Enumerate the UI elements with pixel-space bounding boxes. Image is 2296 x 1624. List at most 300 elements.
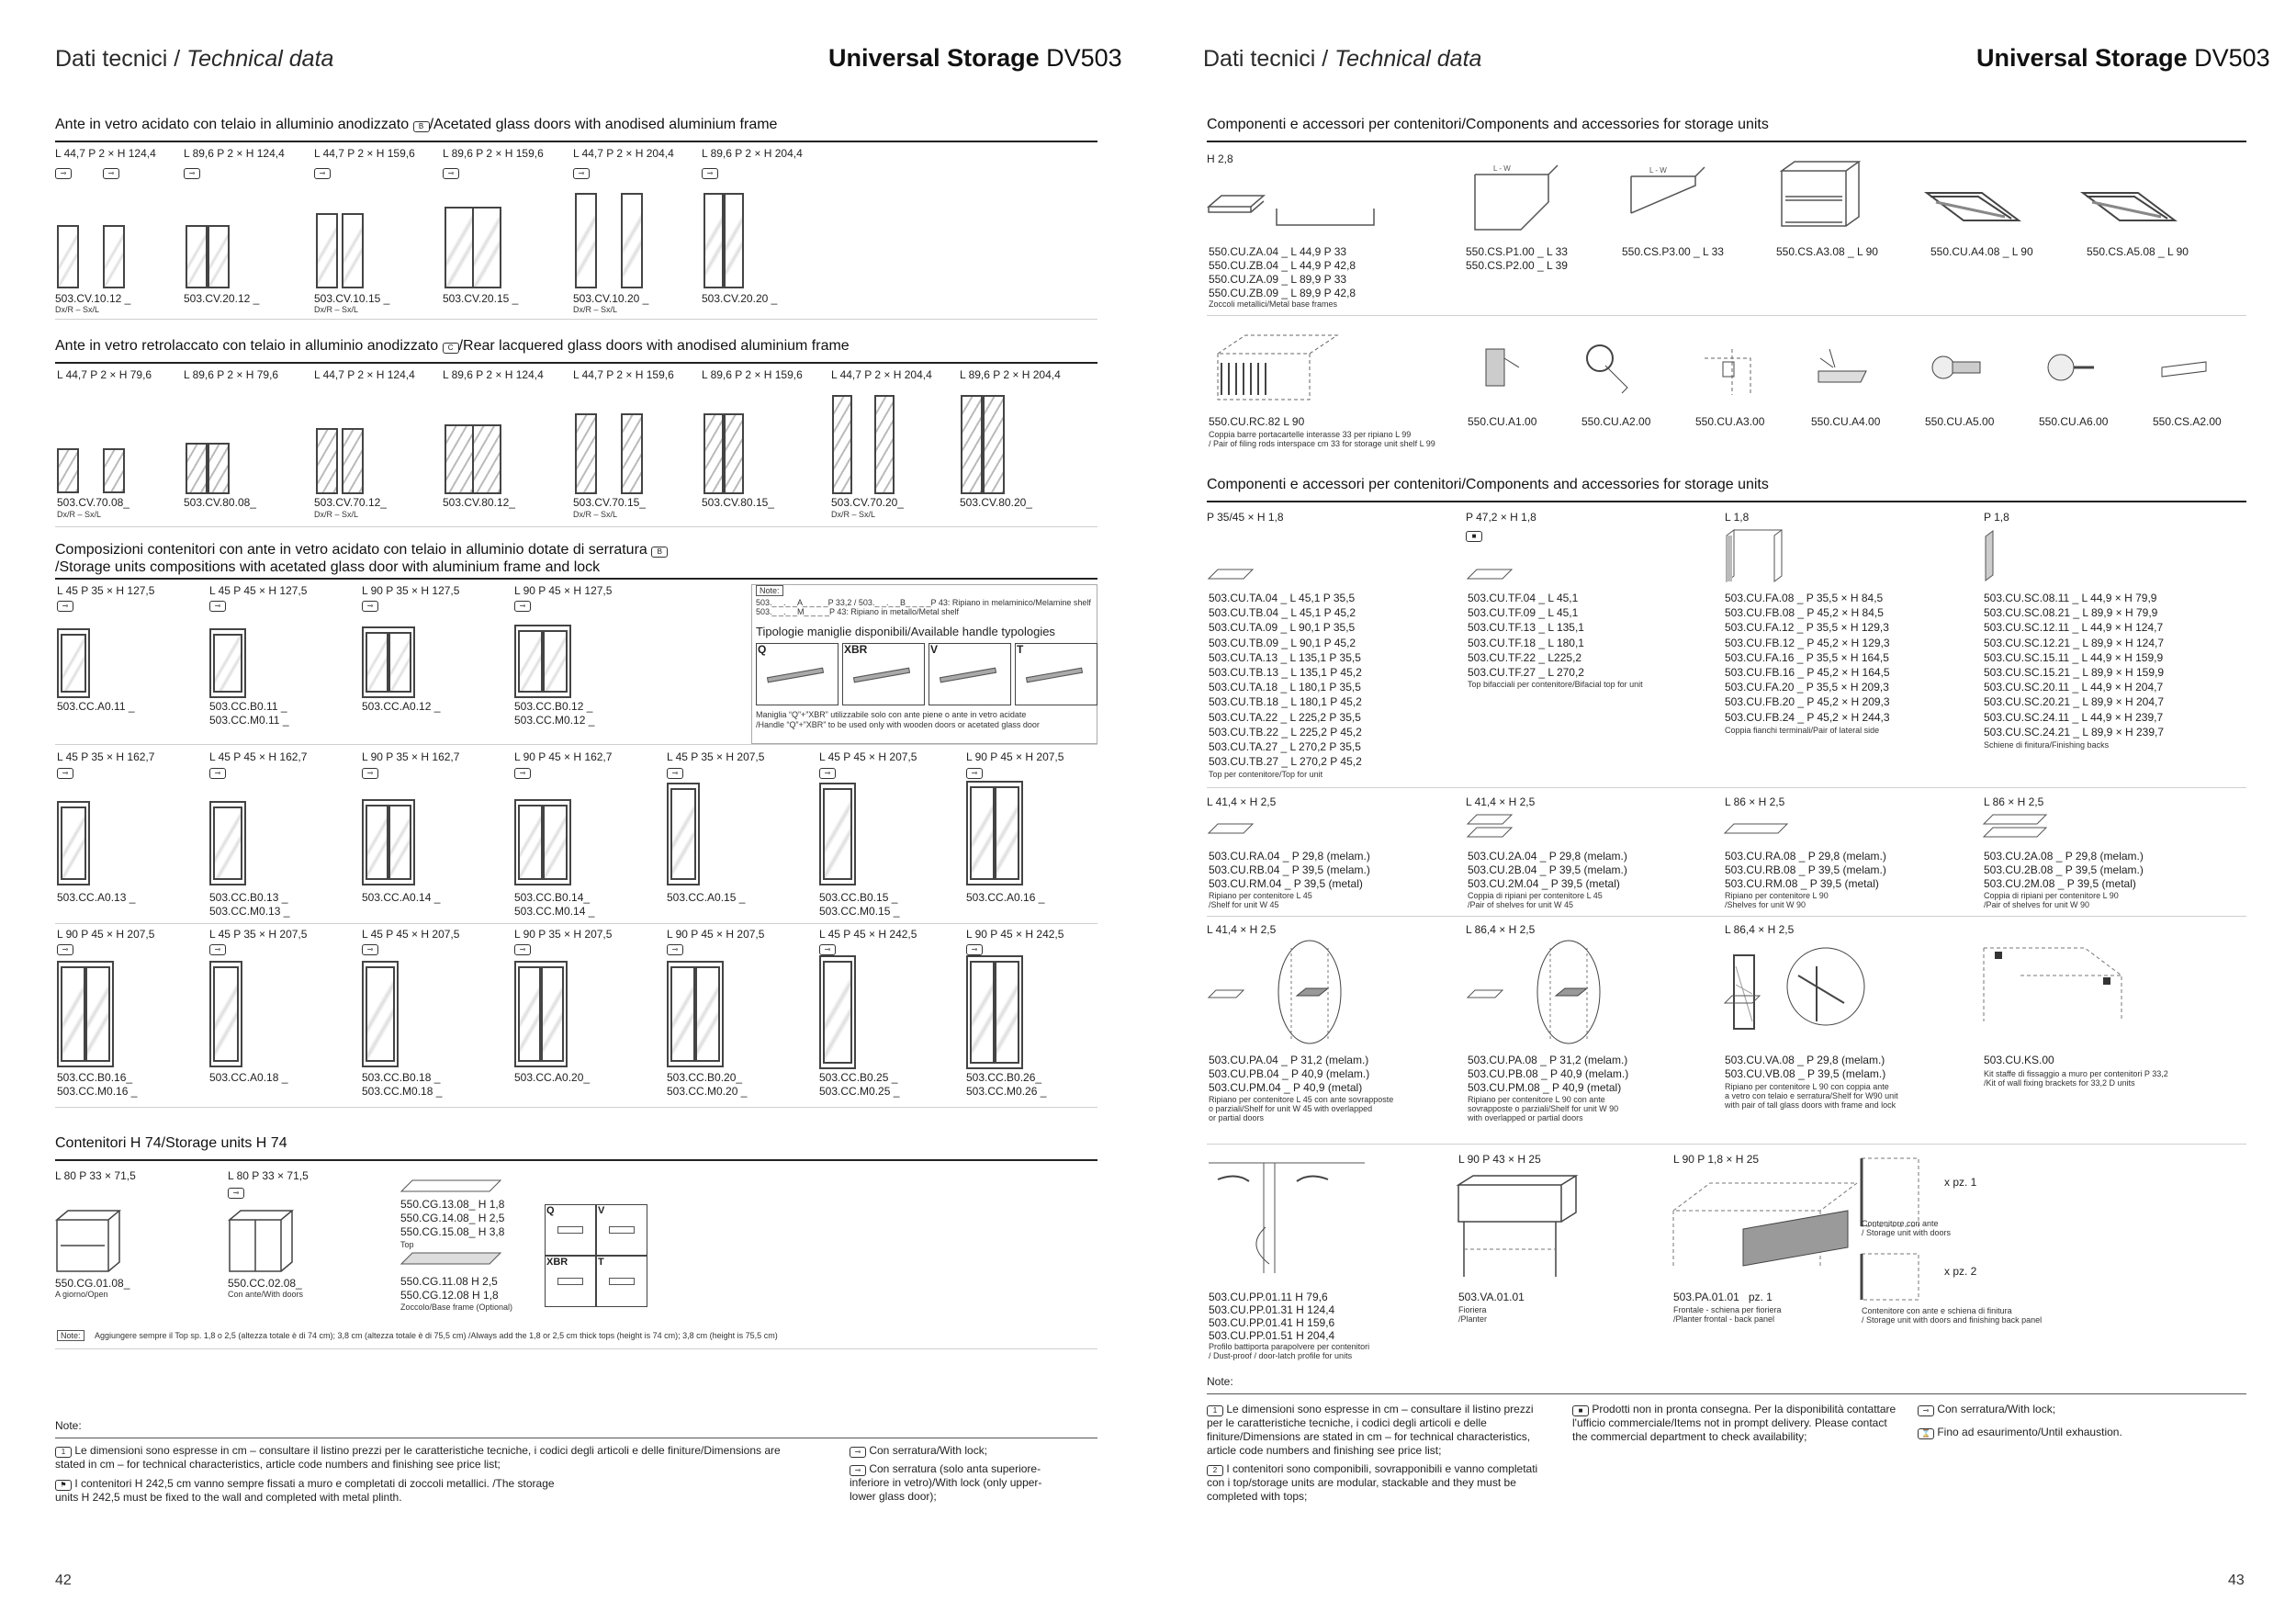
product-code: 550.CS.A2.00 bbox=[2153, 415, 2222, 428]
shelf-codes: 503.CU.2A.04 _ P 29,8 (melam.) 503.CU.2B.04 _ P 39,5 (melam.) 503.CU.2M.04 _ P 39,5 (metal) bbox=[1468, 850, 1627, 890]
qty-label: x pz. 1 bbox=[1944, 1176, 1977, 1189]
glass-door-drawing bbox=[703, 193, 724, 288]
dim-label: L 44,7 P 2 × H 204,4 bbox=[831, 368, 932, 381]
dim-label: L 90 P 45 × H 127,5 bbox=[514, 584, 613, 597]
product-code: 503.CV.80.20_ bbox=[960, 496, 1032, 509]
profile-codes: 503.CU.PP.01.11 H 79,6 503.CU.PP.01.31 H 124,4 503.CU.PP.01.41 H 159,6 503.CU.PP.01.51 H 204,4 bbox=[1209, 1291, 1335, 1342]
dustproof-profile-drawing bbox=[1209, 1154, 1374, 1282]
handle-code: T bbox=[598, 1257, 604, 1268]
glass-door-drawing bbox=[366, 966, 395, 1062]
page-header-left: Dati tecnici / Technical data bbox=[55, 46, 334, 72]
note-1: 1 Le dimensioni sono espresse in cm – consultare il listino prezzi per le caratteristiche tecniche, i codici degli articoli e delle finiture/Dimensions are stated in cm – for technical characteristics, article code numbers and finishing see price list; bbox=[55, 1444, 781, 1471]
page-number: 42 bbox=[55, 1573, 72, 1588]
product-code: 550.CS.P3.00 _ L 33 bbox=[1622, 245, 1724, 258]
section-title: Composizioni contenitori con ante in vetro acidato con telaio in alluminio dotate di serratura B /Storage units compositions with acetated glass door with aluminium frame and lock bbox=[55, 541, 668, 576]
glass-door-drawing bbox=[543, 630, 568, 693]
dim-label: L 89,6 P 2 × H 204,4 bbox=[960, 368, 1061, 381]
top-drawing bbox=[401, 1179, 502, 1197]
note-text: Aggiungere sempre il Top sp. 1,8 o 2,5 (altezza totale è di 74 cm); 3,8 cm (altezza totale è di 75,5 cm) /Always add the 1,8 or 2,5 cm thick tops (height is 74 cm); 3,8 cm (height is 75,5 cm) bbox=[95, 1331, 778, 1340]
glass-door-drawing bbox=[670, 966, 695, 1062]
dim-label: L 44,7 P 2 × H 159,6 bbox=[573, 368, 674, 381]
note-4: ⊸ Con serratura/With lock; bbox=[1918, 1403, 2230, 1416]
top-drawing bbox=[1468, 568, 1514, 582]
product-code: 503.CV.80.08_ bbox=[184, 496, 256, 509]
page-header-brand: Universal Storage DV503 bbox=[828, 44, 1122, 72]
dim-label: H 2,8 bbox=[1207, 152, 1233, 165]
lock-icon: ⊸ bbox=[209, 768, 226, 779]
lock-icon: ⊸ bbox=[314, 168, 331, 179]
lock-icon: ⊸ bbox=[573, 168, 590, 179]
page-header-left: Dati tecnici / Technical data bbox=[1203, 46, 1482, 72]
lock-icon: ⊸ bbox=[514, 768, 531, 779]
dim-label: L 41,4 × H 2,5 bbox=[1207, 795, 1277, 808]
product-code: 503.CC.B0.15 _ 503.CC.M0.15 _ bbox=[819, 891, 900, 918]
drawer-rail-drawing bbox=[1927, 184, 2028, 239]
lock-icon: ⊸ bbox=[702, 168, 718, 179]
product-sub: Frontale - schiena per fioriera /Planter frontal - back panel bbox=[1673, 1305, 1782, 1324]
planter-drawing bbox=[1458, 1176, 1587, 1286]
product-code: 503.CC.A0.12 _ bbox=[362, 700, 441, 713]
side-codes: 503.CU.FA.08 _ P 35,5 × H 84,5 503.CU.FB.08 _ P 45,2 × H 84,5 503.CU.FA.12 _ P 35,5 × H 129,3 503.CU.FB.12 _ P 45,2 × H 129,3 503.CU.FA.16 _ P 35,5 × H 164,5 503.CU.FB.16 _ P 45,2 × H 164,5 503.CU.FA.20 _ P 35,5 × H 209,3 503.CU.FB.20 _ P 45,2 × H 209,3 503.CU.FB.24 _ P 45,2 × H 244,3 bbox=[1725, 592, 1890, 724]
product-sub: Dx/R – Sx/L bbox=[55, 305, 100, 314]
product-code: 503.CC.B0.16_ 503.CC.M0.16 _ bbox=[57, 1071, 138, 1098]
glass-door-drawing bbox=[472, 424, 501, 494]
glass-door-drawing bbox=[575, 193, 597, 288]
shelf-detail-drawing bbox=[1468, 939, 1615, 1049]
note-3: ■ Prodotti non in pronta consegna. Per la disponibilità contattare l'ufficio commerciale/Items not in prompt delivery. Please contact the commercial department to check availability; bbox=[1572, 1403, 1896, 1443]
dim-label: L 44,7 P 2 × H 124,4 bbox=[55, 147, 156, 160]
dim-label: L 89,6 P 2 × H 204,4 bbox=[702, 147, 803, 160]
product-code: 503.CC.B0.11 _ 503.CC.M0.11 _ bbox=[209, 700, 289, 727]
note-4: ⊸ Con serratura (solo anta superiore-inferiore in vetro)/With lock (only upper-lower glass door); bbox=[850, 1462, 1042, 1503]
dim-label: L 90 P 45 × H 242,5 bbox=[966, 928, 1064, 941]
product-code: 503.CC.A0.11 _ bbox=[57, 700, 135, 713]
product-sub: Profilo battiporta parapolvere per contenitori / Dust-proof / door-latch profile for units bbox=[1209, 1342, 1370, 1360]
glass-door-drawing bbox=[186, 225, 208, 288]
dim-label: L 90 P 45 × H 207,5 bbox=[966, 750, 1064, 763]
glass-door-drawing bbox=[995, 961, 1019, 1064]
lock-icon: ⊸ bbox=[966, 768, 983, 779]
glass-door-drawing bbox=[316, 428, 338, 494]
product-code: 550.CU.A2.00 bbox=[1581, 415, 1651, 428]
file-drawer-drawing bbox=[1466, 165, 1567, 239]
lock-icon: ⊸ bbox=[667, 944, 683, 955]
glass-door-drawing bbox=[832, 395, 852, 494]
base-drawing bbox=[401, 1251, 502, 1269]
lock-icon: ⊸ bbox=[209, 601, 226, 612]
product-sub: Top per contenitore/Top for unit bbox=[1209, 770, 1323, 779]
lock-icon: ⊸ bbox=[819, 768, 836, 779]
dim-label: L 80 P 33 × 71,5 bbox=[228, 1169, 309, 1182]
product-code: 503.CV.10.12 _ bbox=[55, 292, 131, 305]
product-code: 503.CV.20.20 _ bbox=[702, 292, 778, 305]
product-code: 503.CV.20.12 _ bbox=[184, 292, 260, 305]
metal-base-drawing bbox=[1209, 188, 1383, 234]
dim-label: L 86,4 × H 2,5 bbox=[1466, 923, 1536, 936]
glass-door-drawing bbox=[57, 225, 79, 288]
product-sub: Ripiano per contenitore L 45 con ante sovrapposte o parziali/Shelf for unit W 45 with overlapped or partial doors bbox=[1209, 1095, 1394, 1122]
handle-icon bbox=[557, 1226, 583, 1234]
dim-label: L 90 P 1,8 × H 25 bbox=[1673, 1153, 1760, 1166]
glass-door-drawing bbox=[186, 443, 208, 494]
base-sub: Zoccoli metallici/Metal base frames bbox=[1209, 299, 1338, 309]
dim-label: P 1,8 bbox=[1984, 511, 2009, 524]
svg-text:L - W: L - W bbox=[1493, 164, 1511, 173]
glass-door-drawing bbox=[445, 424, 474, 494]
dim-label: L 90 P 45 × H 162,7 bbox=[514, 750, 613, 763]
glass-door-drawing bbox=[388, 805, 411, 880]
dim-label: L 90 P 35 × H 162,7 bbox=[362, 750, 460, 763]
product-code: 503.VA.01.01 bbox=[1458, 1291, 1525, 1303]
lock-icon: ⊸ bbox=[362, 601, 378, 612]
lock-icon: ⊸ bbox=[362, 768, 378, 779]
product-sub: Coppia di ripiani per contenitore L 90 /Pair of shelves for unit W 90 bbox=[1984, 891, 2119, 909]
dim-label: L 41,4 × H 2,5 bbox=[1207, 923, 1277, 936]
lock-icon: ⊸ bbox=[514, 601, 531, 612]
glass-door-drawing bbox=[61, 966, 85, 1062]
product-code: 503.CC.A0.15 _ bbox=[667, 891, 746, 904]
product-code: 503.CC.B0.13 _ 503.CC.M0.13 _ bbox=[209, 891, 290, 918]
dim-label: L 80 P 33 × 71,5 bbox=[55, 1169, 136, 1182]
product-code: 550.CU.A4.08 _ L 90 bbox=[1930, 245, 2033, 258]
notes-label: Note: bbox=[1207, 1375, 1233, 1388]
note-2: 2 I contenitori sono componibili, sovrapponibili e vanno completati con i top/storage units are modular, stackable and they must be completed with tops; bbox=[1207, 1462, 1538, 1503]
glass-door-drawing bbox=[970, 786, 995, 880]
shelf-codes: 503.CU.PA.08 _ P 31,2 (melam.) 503.CU.PB.08 _ P 40,9 (melam.) 503.CU.PM.08 _ P 40,9 (metal) bbox=[1468, 1054, 1629, 1094]
wall-brackets-drawing bbox=[1984, 939, 2140, 1049]
glass-door-drawing bbox=[366, 805, 388, 880]
product-sub: Coppia barre portacartelle interasse 33 per ripiano L 99 / Pair of filing rods interspace cm 33 for storage unit shelf L 99 bbox=[1209, 430, 1435, 448]
product-sub: Coppia fianchi terminali/Pair of lateral side bbox=[1725, 726, 1880, 735]
glass-door-drawing bbox=[445, 207, 474, 288]
dim-label: L 1,8 bbox=[1725, 511, 1750, 524]
glass-door-drawing bbox=[575, 413, 597, 494]
dim-label: L 44,7 P 2 × H 159,6 bbox=[314, 147, 415, 160]
shelf-drawing bbox=[1725, 822, 1789, 837]
product-code: 503.CV.70.08_ bbox=[57, 496, 129, 509]
dim-label: L 90 P 35 × H 127,5 bbox=[362, 584, 460, 597]
dim-label: L 45 P 35 × H 162,7 bbox=[57, 750, 155, 763]
product-sub: Dx/R – Sx/L bbox=[314, 305, 359, 314]
note-1: 1 Le dimensioni sono espresse in cm – consultare il listino prezzi per le caratteristiche tecniche, i codici degli articoli e delle finiture/Dimensions are stated in cm – for technical characteristics, article code numbers and finishing see price list; bbox=[1207, 1403, 1534, 1457]
product-code: 503.CC.A0.18 _ bbox=[209, 1071, 288, 1084]
product-sub: Ripiano per contenitore L 45 /Shelf for unit W 45 bbox=[1209, 891, 1312, 909]
product-code: 503.CC.B0.12 _ 503.CC.M0.12 _ bbox=[514, 700, 595, 727]
glass-door-drawing bbox=[518, 805, 543, 880]
note-label: Note: bbox=[57, 1330, 84, 1341]
product-code: 503.PA.01.01 pz. 1 bbox=[1673, 1291, 1773, 1303]
handle-code: V bbox=[930, 643, 939, 656]
product-code: 550.CU.A1.00 bbox=[1468, 415, 1537, 428]
glass-shelf-detail-drawing bbox=[1725, 939, 1881, 1049]
top-codes: 503.CU.TA.04 _ L 45,1 P 35,5 503.CU.TB.04 _ L 45,1 P 45,2 503.CU.TA.09 _ L 90,1 P 35,5 503.CU.TB.09 _ L 90,1 P 45,2 503.CU.TA.13 _ L 135,1 P 35,5 503.CU.TB.13 _ L 135,1 P 45,2 503.CU.TA.18 _ L 180,1 P 35,5 503.CU.TB.18 _ L 180,1 P 45,2 503.CU.TA.22 _ L 225,2 P 35,5 503.CU.TB.22 _ L 225,2 P 45,2 503.CU.TA.27 _ L 270,2 P 35,5 503.CU.TB.27 _ L 270,2 P 45,2 bbox=[1209, 592, 1362, 769]
product-code: 503.CC.B0.25 _ 503.CC.M0.25 _ bbox=[819, 1071, 900, 1098]
finishing-back-drawing bbox=[1984, 531, 2011, 581]
handle-note: Maniglia “Q”+”XBR” utilizzabile solo con ante piene o ante in vetro acidate /Handle “Q”+”XBR” to be used only with wooden doors or acetated glass door bbox=[756, 710, 1040, 729]
glass-door-drawing bbox=[621, 413, 643, 494]
drawer-rail-2-drawing bbox=[2083, 184, 2184, 239]
product-code: 503.CC.B0.20_ 503.CC.M0.20 _ bbox=[667, 1071, 748, 1098]
dim-label: P 47,2 × H 1,8 bbox=[1466, 511, 1536, 524]
lock-icon: ⊸ bbox=[184, 168, 200, 179]
product-code: 550.CU.A3.00 bbox=[1695, 415, 1765, 428]
product-code: 503.CV.80.12_ bbox=[443, 496, 515, 509]
product-code: 550.CC.02.08_ bbox=[228, 1277, 302, 1290]
note-5: ⌛ Fino ad esaurimento/Until exhaustion. bbox=[1918, 1426, 2230, 1439]
product-sub: Ripiano per contenitore L 90 /Shelves for unit W 90 bbox=[1725, 891, 1829, 909]
product-sub: Contenitore con ante / Storage unit with doors bbox=[1862, 1219, 1952, 1237]
dim-label: L 89,6 P 2 × H 124,4 bbox=[184, 147, 285, 160]
lock-icon: ⊸ bbox=[667, 768, 683, 779]
dim-label: L 86 × H 2,5 bbox=[1725, 795, 1785, 808]
qty-label: x pz. 2 bbox=[1944, 1265, 1977, 1278]
section-title: Componenti e accessori per contenitori/Components and accessories for storage units bbox=[1207, 117, 1769, 132]
lock-icon: ⊸ bbox=[443, 168, 459, 179]
dim-label: L 89,6 P 2 × H 124,4 bbox=[443, 368, 544, 381]
shelf-codes: 503.CU.PA.04 _ P 31,2 (melam.) 503.CU.PB.04 _ P 40,9 (melam.) 503.CU.PM.04 _ P 40,9 (metal) bbox=[1209, 1054, 1370, 1094]
product-code: 503.CC.A0.20_ bbox=[514, 1071, 591, 1084]
glass-door-drawing bbox=[85, 966, 110, 1062]
handle-code: V bbox=[598, 1205, 605, 1216]
product-code: 550.CS.A3.08 _ L 90 bbox=[1776, 245, 1878, 258]
top-label: Top bbox=[400, 1240, 414, 1249]
product-sub: Dx/R – Sx/L bbox=[57, 510, 102, 519]
product-sub: Dx/R – Sx/L bbox=[831, 510, 876, 519]
product-code: 550.CU.A6.00 bbox=[2039, 415, 2109, 428]
product-code: 503.CC.B0.14_ 503.CC.M0.14 _ bbox=[514, 891, 595, 918]
base-codes: 550.CU.ZA.04 _ L 44,9 P 33 550.CU.ZB.04 _ L 44,9 P 42,8 550.CU.ZA.09 _ L 89,9 P 33 550.CU.ZB.09 _ L 89,9 P 42,8 bbox=[1209, 245, 1356, 299]
shelf-detail-drawing bbox=[1209, 939, 1356, 1049]
lock-icon: ⊸ bbox=[819, 944, 836, 955]
shelf-drawing bbox=[1209, 822, 1255, 837]
glass-door-drawing bbox=[961, 395, 983, 494]
dim-label: L 45 P 45 × H 162,7 bbox=[209, 750, 308, 763]
handle-icon bbox=[609, 1226, 635, 1234]
glass-door-drawing bbox=[518, 630, 543, 693]
glass-door-drawing bbox=[724, 193, 744, 288]
note-text: 503._ _._ _M_ _ _ _P 43: Ripiano in metallo/Metal shelf bbox=[756, 607, 959, 616]
product-sub: Kit staffe di fissaggio a muro per contenitori P 33,2 /Kit of wall fixing brackets for 33,2 D units bbox=[1984, 1069, 2168, 1088]
shelf-codes: 503.CU.RA.04 _ P 29,8 (melam.) 503.CU.RB.04 _ P 39,5 (melam.) 503.CU.RM.04 _ P 39,5 (metal) bbox=[1209, 850, 1370, 890]
product-code: 503.CC.A0.14 _ bbox=[362, 891, 441, 904]
glass-door-drawing bbox=[342, 213, 364, 288]
glass-door-drawing bbox=[995, 786, 1019, 880]
glass-door-drawing bbox=[724, 413, 744, 494]
accessory-drawing bbox=[1695, 340, 1760, 404]
right-page bbox=[1148, 0, 2296, 1624]
notes-label: Note: bbox=[55, 1419, 82, 1432]
dim-label: L 86 × H 2,5 bbox=[1984, 795, 2044, 808]
handle-code: XBR bbox=[844, 643, 868, 656]
dim-label: L 44,7 P 2 × H 79,6 bbox=[57, 368, 152, 381]
glass-door-drawing bbox=[316, 213, 338, 288]
lock-icon: ⊸ bbox=[55, 168, 72, 179]
glass-door-drawing bbox=[970, 961, 995, 1064]
glass-door-drawing bbox=[983, 395, 1005, 494]
availability-icon: ■ bbox=[1466, 531, 1482, 542]
product-sub: Dx/R – Sx/L bbox=[573, 510, 618, 519]
handle-code: XBR bbox=[546, 1257, 568, 1268]
glass-door-drawing bbox=[57, 448, 79, 493]
glass-door-drawing bbox=[208, 225, 230, 288]
dim-label: L 89,6 P 2 × H 79,6 bbox=[184, 368, 279, 381]
accessory-drawing bbox=[2153, 340, 2217, 404]
lock-icon: ⊸ bbox=[209, 944, 226, 955]
glass-door-drawing bbox=[342, 428, 364, 494]
glass-door-drawing bbox=[543, 805, 568, 880]
product-code: 503.CC.B0.18 _ 503.CC.M0.18 _ bbox=[362, 1071, 443, 1098]
glass-door-drawing bbox=[874, 395, 895, 494]
lock-icon: ⊸ bbox=[362, 944, 378, 955]
shelf-codes: 503.CU.RA.08 _ P 29,8 (melam.) 503.CU.RB.08 _ P 39,5 (melam.) 503.CU.RM.08 _ P 39,5 (metal) bbox=[1725, 850, 1886, 890]
lock-icon: ⊸ bbox=[514, 944, 531, 955]
product-code: 503.CV.10.15 _ bbox=[314, 292, 390, 305]
shelf-pair-drawing bbox=[1468, 813, 1514, 840]
glass-door-drawing bbox=[213, 806, 242, 880]
handle-code: Q bbox=[758, 643, 767, 656]
open-unit-drawing bbox=[57, 1211, 121, 1275]
product-sub: Con ante/With doors bbox=[228, 1290, 304, 1299]
dim-label: L 41,4 × H 2,5 bbox=[1466, 795, 1536, 808]
product-code: 503.CC.B0.26_ 503.CC.M0.26 _ bbox=[966, 1071, 1047, 1098]
page-header-brand: Universal Storage DV503 bbox=[1976, 44, 2270, 72]
drawer-unit-drawing bbox=[1773, 162, 1864, 235]
product-code: 503.CC.A0.16 _ bbox=[966, 891, 1045, 904]
note-3: ⊸ Con serratura/With lock; bbox=[850, 1444, 1088, 1458]
accessory-drawing bbox=[1468, 340, 1532, 404]
lock-icon: ⊸ bbox=[57, 768, 73, 779]
section-title: Ante in vetro acidato con telaio in alluminio anodizzato B /Acetated glass doors with anodised aluminium frame bbox=[55, 117, 778, 132]
lock-icon: ⊸ bbox=[228, 1188, 244, 1199]
doors-unit-drawing bbox=[230, 1211, 294, 1275]
product-code: 550.CG.01.08_ bbox=[55, 1277, 130, 1290]
glass-door-drawing bbox=[388, 632, 411, 693]
glass-door-drawing bbox=[703, 413, 724, 494]
dim-label: L 89,6 P 2 × H 159,6 bbox=[443, 147, 544, 160]
dim-label: P 35/45 × H 1,8 bbox=[1207, 511, 1284, 524]
glass-door-drawing bbox=[366, 632, 388, 693]
base-label: Zoccolo/Base frame (Optional) bbox=[400, 1303, 513, 1312]
dim-label: L 45 P 35 × H 207,5 bbox=[667, 750, 765, 763]
glass-door-drawing bbox=[823, 788, 852, 880]
section-title: Contenitori H 74/Storage units H 74 bbox=[55, 1135, 287, 1151]
handle-icon bbox=[609, 1278, 635, 1285]
handle-icon bbox=[557, 1278, 583, 1285]
shelf-pair-drawing bbox=[1984, 813, 2048, 840]
dim-label: L 45 P 45 × H 207,5 bbox=[362, 928, 460, 941]
glass-door-drawing bbox=[213, 634, 242, 693]
handle-code: T bbox=[1017, 643, 1024, 656]
glass-door-drawing bbox=[823, 961, 852, 1064]
section-title: Ante in vetro retrolaccato con telaio in alluminio anodizzato C /Rear lacquered glass doors with anodised aluminium frame bbox=[55, 338, 850, 354]
product-sub: Dx/R – Sx/L bbox=[314, 510, 359, 519]
glass-door-drawing bbox=[103, 225, 125, 288]
lock-icon: ⊸ bbox=[966, 944, 983, 955]
product-sub: Top bifacciali per contenitore/Bifacial top for unit bbox=[1468, 680, 1643, 689]
product-code: 503.CV.70.15_ bbox=[573, 496, 646, 509]
svg-text:L - W: L - W bbox=[1649, 166, 1667, 175]
accessory-drawing bbox=[1925, 340, 1989, 404]
product-sub: A giorno/Open bbox=[55, 1290, 108, 1299]
accessory-drawing bbox=[1811, 340, 1875, 404]
lock-icon: ⊸ bbox=[57, 601, 73, 612]
product-code: 550.CS.P1.00 _ L 33 550.CS.P2.00 _ L 39 bbox=[1466, 245, 1568, 272]
file-drawer-2-drawing bbox=[1622, 167, 1714, 241]
product-sub: Coppia di ripiani per contenitore L 45 /Pair of shelves for unit W 45 bbox=[1468, 891, 1603, 909]
section-title: Componenti e accessori per contenitori/Components and accessories for storage units bbox=[1207, 477, 1769, 492]
handles-title: Tipologie maniglie disponibili/Available handle typologies bbox=[756, 625, 1055, 638]
dim-label: L 44,7 P 2 × H 204,4 bbox=[573, 147, 674, 160]
product-sub: Schiene di finitura/Finishing backs bbox=[1984, 740, 2110, 750]
dim-label: L 89,6 P 2 × H 159,6 bbox=[702, 368, 803, 381]
product-sub: Ripiano per contenitore L 90 con coppia ante a vetro con telaio e serratura/Shelf for W90 unit with pair of tall glass doors with frame and lock bbox=[1725, 1082, 1898, 1110]
page-number: 43 bbox=[2228, 1573, 2245, 1588]
dim-label: L 45 P 35 × H 127,5 bbox=[57, 584, 155, 597]
dim-label: L 45 P 45 × H 127,5 bbox=[209, 584, 308, 597]
product-code: 503.CV.10.20 _ bbox=[573, 292, 649, 305]
product-code: 550.CS.A5.08 _ L 90 bbox=[2087, 245, 2189, 258]
glass-door-drawing bbox=[103, 448, 125, 493]
dim-label: L 90 P 45 × H 207,5 bbox=[57, 928, 155, 941]
product-sub: Dx/R – Sx/L bbox=[573, 305, 618, 314]
dim-label: L 45 P 45 × H 242,5 bbox=[819, 928, 917, 941]
product-code: 503.CV.70.20_ bbox=[831, 496, 904, 509]
shelf-codes: 503.CU.VA.08 _ P 29,8 (melam.) 503.CU.VB.08 _ P 39,5 (melam.) bbox=[1725, 1054, 1886, 1080]
top-codes: 503.CU.TF.04 _ L 45,1 503.CU.TF.09 _ L 45,1 503.CU.TF.13 _ L 135,1 503.CU.TF.18 _ L 180,1 503.CU.TF.22 _ L225,2 503.CU.TF.27 _ L 270,2 bbox=[1468, 592, 1584, 680]
dim-label: L 44,7 P 2 × H 124,4 bbox=[314, 368, 415, 381]
dim-label: L 90 P 43 × H 25 bbox=[1458, 1153, 1541, 1166]
handle-code: Q bbox=[546, 1205, 555, 1216]
dim-label: L 90 P 35 × H 207,5 bbox=[514, 928, 613, 941]
glass-door-drawing bbox=[61, 806, 86, 880]
glass-door-drawing bbox=[472, 207, 501, 288]
glass-door-drawing bbox=[518, 966, 541, 1062]
product-code: 503.CU.KS.00 bbox=[1984, 1054, 2054, 1066]
product-code: 550.CU.RC.82 L 90 bbox=[1209, 415, 1305, 428]
note-label: Note: bbox=[756, 585, 783, 596]
shelf-codes: 503.CU.2A.08 _ P 29,8 (melam.) 503.CU.2B.08 _ P 39,5 (melam.) 503.CU.2M.08 _ P 39,5 (metal) bbox=[1984, 850, 2144, 890]
dim-label: L 86,4 × H 2,5 bbox=[1725, 923, 1795, 936]
product-code: 550.CU.A4.00 bbox=[1811, 415, 1881, 428]
base-codes: 550.CG.11.08 H 2,5 550.CG.12.08 H 1,8 bbox=[400, 1275, 499, 1302]
filing-rods-drawing bbox=[1209, 326, 1346, 409]
dim-label: L 45 P 45 × H 207,5 bbox=[819, 750, 917, 763]
note-2: ⚑ I contenitori H 242,5 cm vanno sempre fissati a muro e completati di zoccoli metallici. /The storage units H 242,5 must be fixed to the wall and completed with metal plinth. bbox=[55, 1477, 555, 1504]
lock-icon: ⊸ bbox=[57, 944, 73, 955]
product-sub: Contenitore con ante e schiena di finitura / Storage unit with doors and finishing back panel bbox=[1862, 1306, 2043, 1325]
product-code: 503.CV.80.15_ bbox=[702, 496, 774, 509]
glass-door-drawing bbox=[621, 193, 643, 288]
glass-door-drawing bbox=[670, 788, 696, 880]
glass-door-drawing bbox=[541, 966, 564, 1062]
dim-label: L 90 P 45 × H 207,5 bbox=[667, 928, 765, 941]
product-sub: Ripiano per contenitore L 90 con ante sovrapposte o parziali/Shelf for unit W 90 with overlapped or partial doors bbox=[1468, 1095, 1619, 1122]
glass-door-drawing bbox=[695, 966, 720, 1062]
planter-panel-drawing bbox=[1673, 1174, 1857, 1284]
glass-door-drawing bbox=[213, 966, 239, 1062]
back-codes: 503.CU.SC.08.11 _ L 44,9 × H 79,9 503.CU.SC.08.21 _ L 89,9 × H 79,9 503.CU.SC.12.11 _ L 44,9 × H 124,7 503.CU.SC.12.21 _ L 89,9 × H 124,7 503.CU.SC.15.11 _ L 44,9 × H 159,9 503.CU.SC.15.21 _ L 89,9 × H 159,9 503.CU.SC.20.11 _ L 44,9 × H 204,7 503.CU.SC.20.21 _ L 89,9 × H 204,7 503.CU.SC.24.11 _ L 44,9 × H 239,7 503.CU.SC.24.21 _ L 89,9 × H 239,7 bbox=[1984, 592, 2165, 739]
product-sub: Fioriera /Planter bbox=[1458, 1305, 1488, 1324]
glass-door-drawing bbox=[208, 443, 230, 494]
lock-icon: ⊸ bbox=[103, 168, 119, 179]
top-drawing bbox=[1209, 568, 1255, 582]
lateral-side-drawing bbox=[1725, 528, 1789, 583]
product-code: 503.CC.A0.13 _ bbox=[57, 891, 136, 904]
product-code: 503.CV.70.12_ bbox=[314, 496, 387, 509]
product-code: 503.CV.20.15 _ bbox=[443, 292, 519, 305]
dim-label: L 45 P 35 × H 207,5 bbox=[209, 928, 308, 941]
note-text: 503._ _._ _A_ _ _ _P 33,2 / 503._ _._ _B_ _ _ _P 43: Ripiano in melaminico/Melamine shelf bbox=[756, 598, 1091, 607]
